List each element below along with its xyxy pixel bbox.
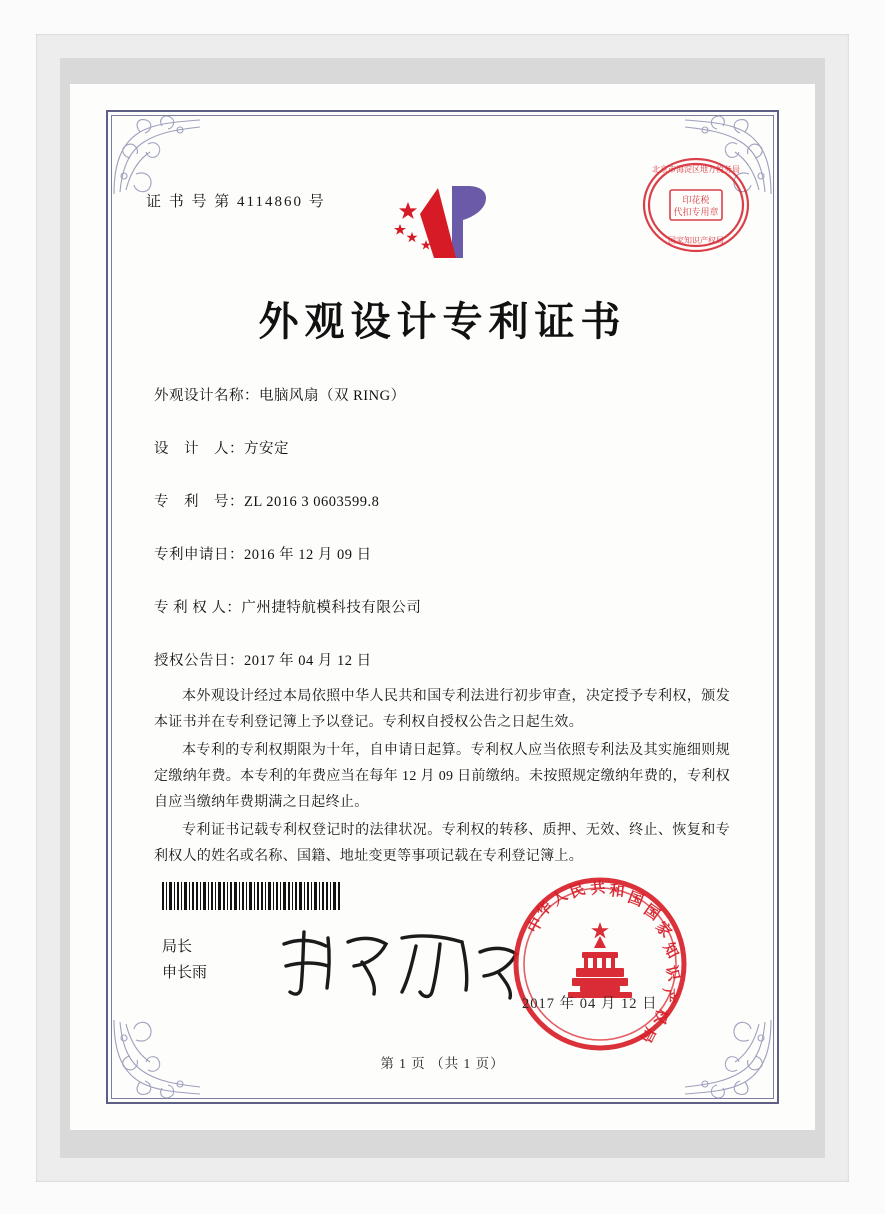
signature-role: 局长 — [162, 939, 193, 955]
signature-block — [162, 934, 207, 986]
field-value: 方安定 — [244, 441, 289, 457]
field-label: 专利申请日： — [154, 547, 244, 563]
svg-text:权: 权 — [650, 1007, 672, 1026]
signature-name: 申长雨 — [162, 965, 208, 981]
field-label: 专 利 权 人： — [154, 600, 242, 616]
patent-office-logo-icon — [390, 180, 500, 270]
paragraph: 本外观设计经过本局依照中华人民共和国专利法进行初步审查，决定授予专利权，颁发本证书并在专利登记簿上予以登记。专利权自授权公告之日起生效。 — [154, 689, 730, 730]
field-application-date — [154, 543, 734, 564]
field-value: ZL 2016 3 0603599.8 — [244, 494, 380, 510]
field-value: 电脑风扇（双 RING） — [259, 388, 406, 404]
field-label: 专 利 号： — [154, 494, 244, 510]
red-official-seal-icon — [510, 874, 690, 1054]
svg-text:识: 识 — [662, 963, 684, 983]
paragraph: 专利证书记载专利权登记时的法律状况。专利权的转移、质押、无效、终止、恢复和专利权人的姓名或名称、国籍、地址变更等事项记载在专利登记簿上。 — [154, 823, 730, 864]
svg-text:知: 知 — [659, 939, 683, 962]
svg-text:共: 共 — [589, 878, 607, 898]
svg-text:代扣专用章: 代扣专用章 — [673, 208, 719, 218]
svg-text:华: 华 — [532, 897, 557, 921]
field-value: 广州捷特航模科技有限公司 — [241, 600, 422, 616]
field-designer — [154, 437, 734, 458]
page-footer: 第 1 页 （共 1 页） — [380, 1056, 505, 1071]
barcode-icon — [162, 882, 342, 910]
svg-text:局: 局 — [636, 1024, 660, 1046]
paragraph: 本专利的专利权期限为十年，自申请日起算。专利权人应当依照专利法及其实施细则规定缴纳年费。本专利的年费应当在每年 12 月 09 日前缴纳。未按照规定缴纳年费的，专利权自应当缴纳年费期满之日起终止。 — [154, 743, 730, 810]
red-tax-stamp-icon — [637, 146, 755, 264]
certificate-paper — [70, 84, 815, 1130]
svg-text:家: 家 — [651, 917, 676, 941]
svg-text:印花税: 印花税 — [682, 196, 710, 206]
svg-text:中: 中 — [523, 914, 547, 936]
field-patent-number — [154, 490, 734, 511]
svg-text:人: 人 — [548, 885, 571, 910]
field-label: 外观设计名称： — [154, 388, 259, 404]
svg-text:和: 和 — [608, 881, 626, 901]
field-value: 2017 年 04 月 12 日 — [244, 653, 372, 669]
svg-text:国: 国 — [640, 900, 664, 924]
field-label: 授权公告日： — [154, 653, 244, 669]
handwritten-signature-icon — [270, 922, 530, 1002]
legal-body-text — [154, 684, 730, 872]
field-design-name — [154, 384, 734, 405]
corner-flourish-icon — [110, 114, 206, 198]
certificate-number: 证 书 号 第 4114860 号 — [146, 194, 326, 210]
seal-date: 2017 年 04 月 12 日 — [522, 996, 658, 1012]
field-announcement-date — [154, 649, 734, 670]
fields-list — [154, 384, 734, 702]
field-value: 2016 年 12 月 09 日 — [244, 547, 372, 563]
svg-text:国家知识产权局: 国家知识产权局 — [668, 236, 724, 245]
svg-text:产: 产 — [660, 988, 678, 1004]
svg-text:北京市海淀区地方税务局: 北京市海淀区地方税务局 — [652, 165, 740, 174]
svg-text:民: 民 — [567, 879, 588, 902]
field-patentee — [154, 596, 734, 617]
svg-text:国: 国 — [625, 887, 647, 911]
field-label: 设 计 人： — [154, 441, 244, 457]
page-title: 外观设计专利证书 — [258, 298, 627, 345]
